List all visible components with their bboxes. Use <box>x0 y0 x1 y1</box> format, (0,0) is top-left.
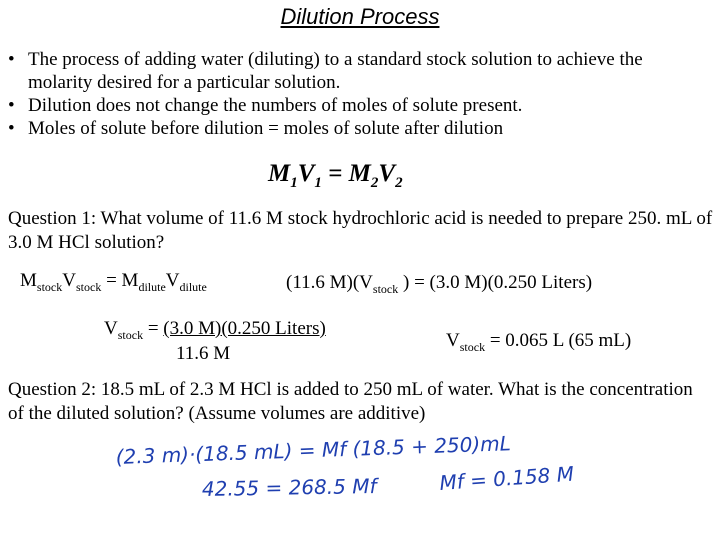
fraction-denominator: 11.6 M <box>176 342 231 364</box>
handwritten-work <box>110 430 670 530</box>
general-equation: $M_{stock}V_{stock} = M_{dilute}V_{dilute}$ <box>20 270 207 294</box>
question-2: Question 2: 18.5 mL of 2.3 M HCl is added to 250 mL of water. What is the concentration of the diluted solution? (Assume volumes are additive) <box>8 379 693 424</box>
answer-1: $V_{stock} = 0.065$ L (65 mL) <box>446 330 632 354</box>
solved-equation: $V_{stock} = (3.0$ M)(0.250 Liters) 11.6 M <box>104 318 326 364</box>
handwritten-line-3: Mf = 0.158 M <box>438 461 575 495</box>
bullet-dot: • <box>8 95 15 116</box>
substituted-equation: (11.6 $M)(V_{stock}$ ) = (3.0 M)(0.250 Liters) <box>286 272 593 296</box>
bullet-list <box>8 48 708 140</box>
bullet-item <box>8 48 708 94</box>
bullet-text: Moles of solute before dilution = moles of solute after dilution <box>28 118 504 139</box>
bullet-item <box>8 117 708 140</box>
page-title: Dilution Process <box>280 4 440 29</box>
bullet-text: Dilution does not change the numbers of moles of solute present. <box>28 95 523 116</box>
question-1: Question 1: What volume of 11.6 M stock hydrochloric acid is needed to prepare 250. mL of 3.0 M HCl solution? <box>8 208 713 253</box>
fraction-numerator: (3.0 M)(0.250 Liters) <box>163 318 326 339</box>
bullet-dot: • <box>8 49 15 70</box>
bullet-dot: • <box>8 118 15 139</box>
bullet-text: The process of adding water (diluting) to a standard stock solution to achieve the molarity desired for a particular solution. <box>28 49 643 93</box>
handwritten-line-2: 42.55 = 268.5 Mf <box>201 473 377 501</box>
handwritten-line-1: (2.3 m)·(18.5 mL) = Mf (18.5 + 250)mL <box>115 431 512 469</box>
dilution-formula: $M_1V_1 = M_2V_2$ <box>268 160 403 191</box>
bullet-item <box>8 94 708 117</box>
